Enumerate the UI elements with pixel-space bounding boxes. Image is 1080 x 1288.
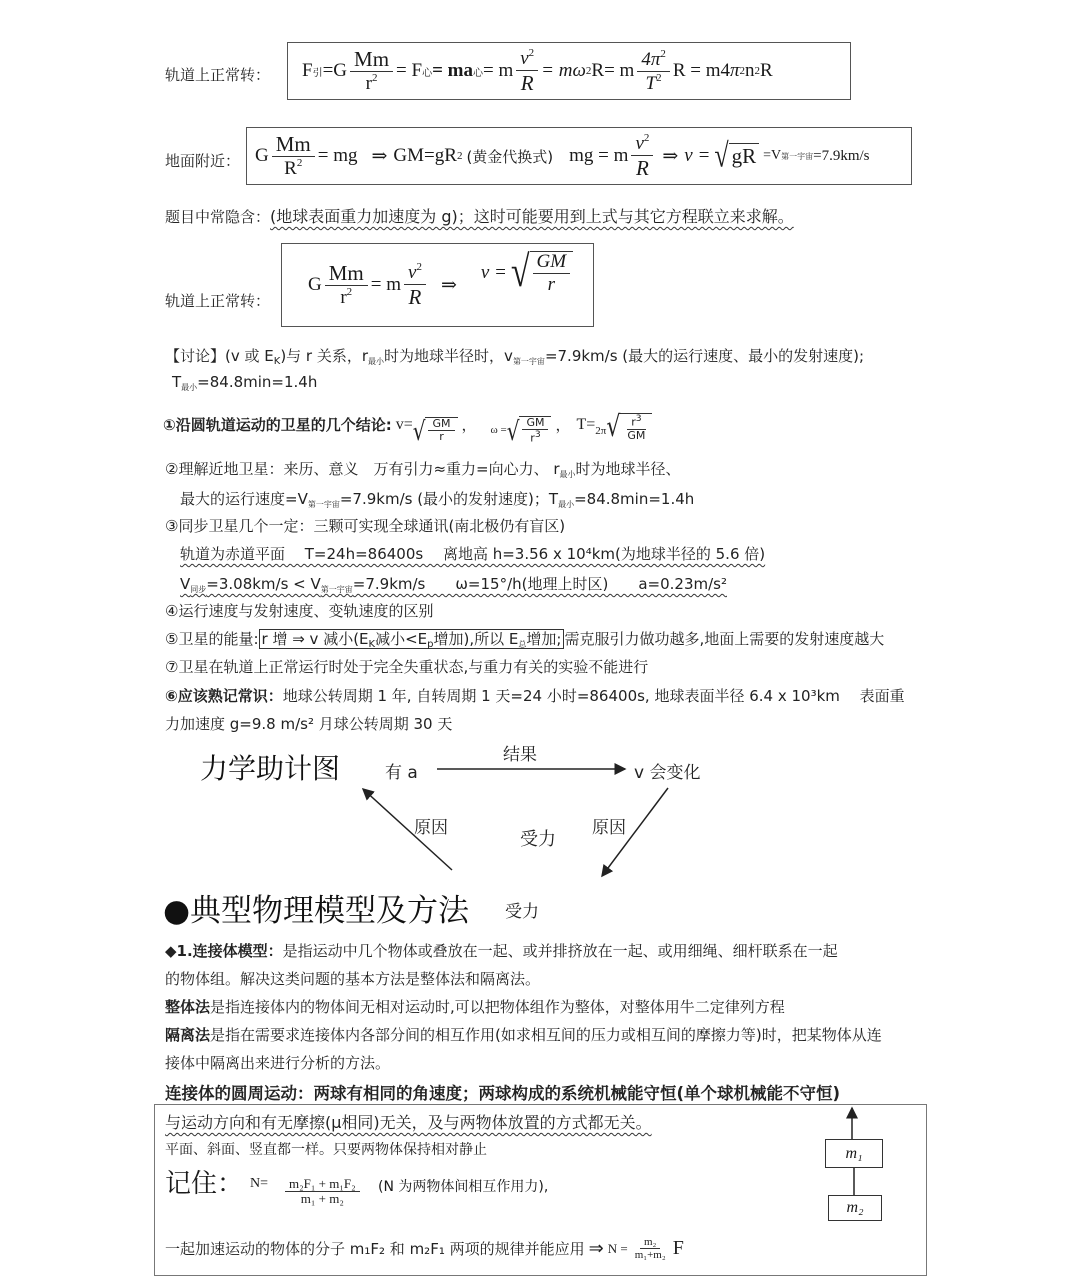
item-3-line-2: 轨道为赤道平面 T=24h=86400s 离地高 h=3.56 x 10⁴km(为地球半径的 5.6 倍) — [180, 545, 766, 563]
edge-cause-left-label: 原因 — [414, 818, 448, 838]
method-text: 是指连接体内的物体间无相对运动时,可以把物体组作为整体，对整体用牛二定律列方程 — [210, 998, 785, 1016]
item-text: =7.9km/s ω=15°/h(地理上时区) a=0.23m/s² — [352, 575, 727, 593]
orbit-label-1: 轨道上正常转： — [165, 66, 271, 84]
denominator: R — [635, 155, 649, 180]
model-text: 是指运动中几个物体或叠放在一起、或并排挤放在一起、或用细绳、细杆联系在一起 — [282, 942, 838, 960]
item-text: 最大的运行速度=V — [180, 490, 308, 508]
box-line-1: 与运动方向和有无摩擦(μ相同)无关，及与两物体放置的方式都无关。 — [165, 1113, 652, 1132]
formula-sub: 最小 — [558, 500, 575, 509]
denominator: m₁+m₂ — [634, 1249, 666, 1262]
formula-sub: 第一宇宙 — [307, 500, 340, 509]
square-root: √ $\frac{GM}{r}$ — [413, 417, 458, 444]
formula-text: = m — [370, 274, 401, 295]
separator: ， — [461, 416, 477, 435]
method-text: 是指在需要求连接体内各部分间的相互作用(如求相互间的压力或相互间的摩擦力等)时，把某物体从连 — [210, 1026, 882, 1044]
numerator: v — [635, 132, 644, 154]
item-6-line-2: 力加速度 g=9.8 m/s² 月球公转周期 30 天 — [165, 715, 453, 733]
formula-sub: K — [368, 639, 376, 650]
item-text: =3.08km/s < V — [206, 575, 321, 593]
numerator: v — [520, 47, 529, 69]
diagram-title: 力学助计图 — [200, 752, 341, 785]
exponent: 2 — [585, 65, 592, 77]
formula-text: =G — [322, 60, 348, 81]
formula-sub: 引 — [312, 67, 323, 79]
model-1-line-2: 的物体组。解决这类问题的基本方法是整体法和隔离法。 — [165, 970, 541, 988]
box-line-2: 平面、斜面、竖直都一样。只要两物体保持相对静止 — [165, 1142, 487, 1158]
isolation-method-line-2: 接体中隔离出来进行分析的方法。 — [165, 1054, 391, 1072]
formula-text: = m — [482, 60, 514, 81]
exponent: 2 — [643, 131, 650, 144]
item-text: =7.9km/s (最小的发射速度)；T — [339, 490, 559, 508]
formula-text: R — [760, 60, 773, 81]
box-text: 一起加速运动的物体的分子 m₁F₂ 和 m₂F₁ 两项的规律并能应用 — [165, 1240, 585, 1259]
formula-sub: 同步 — [190, 585, 207, 594]
formula-text: F — [302, 60, 313, 81]
exponent: 2 — [754, 65, 761, 77]
denominator: r — [547, 273, 556, 295]
formula-text: R= m — [591, 60, 635, 81]
numerator: Mm — [350, 48, 393, 72]
formula-text: N = — [607, 1240, 628, 1256]
item-text: 增加),所以 E — [433, 630, 519, 648]
denominator: r — [340, 286, 347, 308]
numerator: m₂F₁ + m₁F₂ — [285, 1177, 360, 1192]
denominator: GM — [627, 428, 646, 442]
force-label-bottom: 受力 — [505, 902, 539, 922]
edge-result-label: 结果 — [503, 745, 537, 765]
formula-text: R = m4 — [672, 60, 731, 81]
item-heading: ⑥应该熟记常识： — [165, 687, 283, 705]
numerator: m₂ — [640, 1236, 660, 1249]
exponent: 2 — [456, 150, 463, 162]
formula-sub: 心 — [472, 67, 483, 79]
formula-text: F — [672, 1237, 684, 1260]
formula-sub: 最小 — [181, 383, 198, 392]
denominator: R — [284, 157, 297, 179]
item-text: ②理解近地卫星：来历、意义 万有引力≈重力=向心力、 r — [165, 460, 560, 478]
formula-text: G — [308, 274, 322, 295]
method-heading: 隔离法 — [165, 1026, 211, 1044]
denominator: r — [365, 72, 372, 94]
implies-arrow-icon: ⇒ — [662, 145, 679, 167]
formula-sub: p — [427, 639, 434, 650]
denominator: R — [408, 284, 422, 309]
denominator: r — [530, 431, 535, 445]
item-7: ⑦卫星在轨道上正常运行时处于完全失重状态,与重力有关的实验不能进行 — [165, 658, 649, 676]
separator: ， — [555, 416, 571, 435]
item-text: =84.8min=1.4h — [574, 490, 695, 508]
square-root: √ $\frac{GM}{r^3}$ — [507, 416, 552, 445]
discussion-text: 【讨论】(v 或 E — [165, 347, 274, 365]
models-heading: ●典型物理模型及方法 — [163, 893, 470, 929]
item-text: 需克服引力做功越多,地面上需要的发射速度越大 — [564, 630, 885, 648]
denominator: r — [439, 430, 444, 444]
orbit-label-2: 轨道上正常转： — [165, 292, 271, 310]
exponent: 3 — [635, 413, 642, 424]
force-center-label: 受力 — [520, 829, 556, 850]
formula-text: G — [255, 145, 269, 166]
denominator: m₁ + m₂ — [300, 1191, 344, 1207]
item-text: 减小<E — [375, 630, 428, 648]
implies-arrow-icon: ⇒ — [588, 1238, 604, 1260]
formula-text: = mω — [541, 60, 586, 81]
hint-label: 题目中常隐含： — [165, 208, 271, 226]
numerator: Mm — [325, 262, 368, 286]
item-4: ④运行速度与发射速度、变轨速度的区别 — [165, 602, 434, 620]
numerator: v — [408, 261, 417, 283]
item-text: ⑤卫星的能量: — [165, 630, 259, 648]
exponent: 2 — [296, 156, 303, 169]
mass-block-1: m₁ — [825, 1139, 883, 1168]
formula-text: π — [730, 60, 740, 81]
formula-text: v = — [480, 261, 507, 283]
numerator: GM — [428, 418, 454, 431]
mass-block-2: m₂ — [828, 1195, 882, 1221]
formula-sub: 最小 — [559, 470, 576, 479]
formula-note: (黄金代换式) — [466, 147, 554, 166]
conclusion-label: ①沿圆轨道运动的卫星的几个结论: — [163, 416, 392, 435]
item-3: ③同步卫星几个一定：三颗可实现全球通讯(南北极仍有盲区) — [165, 517, 566, 535]
edge-cause-right-label: 原因 — [592, 818, 626, 838]
denominator: R — [520, 70, 534, 95]
formula-sub: K — [273, 356, 281, 367]
formula-text: n — [745, 60, 755, 81]
numerator: GM — [533, 252, 571, 274]
exponent: 2 — [660, 47, 666, 60]
discussion-text: =7.9km/s (最大的运行速度、最小的发射速度); — [544, 347, 865, 365]
numerator: Mm — [272, 133, 315, 157]
numerator: GM — [522, 417, 548, 430]
item-text: 增加; — [526, 630, 562, 648]
sqrt-argument: gR — [729, 143, 760, 169]
item-text: 地球公转周期 1 年, 自转周期 1 天=24 小时=86400s, 地球表面半径 6.4 x 10³km 表面重 — [282, 687, 905, 705]
formula-text: = mg — [317, 145, 358, 166]
implies-arrow-icon: ⇒ — [371, 145, 388, 167]
exponent: 2 — [416, 260, 422, 273]
hint-text: (地球表面重力加速度为 g)；这时可能要用到上式与其它方程联立来求解。 — [270, 207, 794, 226]
formula-text: mg = m — [569, 145, 629, 166]
item-text: 时为地球半径、 — [575, 460, 681, 478]
formula-text: 2π — [595, 424, 607, 437]
item-text: V — [180, 575, 191, 593]
square-root: √ $\frac{GM}{r}$ — [511, 251, 573, 296]
discussion-text: =84.8min=1.4h — [197, 373, 318, 391]
formula-text: v = — [684, 145, 711, 166]
formula-sub: 第一宇宙 — [512, 357, 545, 366]
method-heading: 整体法 — [165, 998, 211, 1016]
discussion-text: 时为地球半径时，v — [384, 347, 513, 365]
exponent: 3 — [534, 429, 541, 441]
formula-sub: 最小 — [368, 357, 385, 366]
square-root: √ $\frac{r^3}{GM}$ — [606, 413, 652, 442]
surface-label: 地面附近： — [165, 152, 241, 170]
discussion-text: )与 r 关系，r — [280, 347, 369, 365]
remember-label: 记住： — [165, 1169, 244, 1199]
square-root: √ gR — [714, 143, 759, 169]
formula-text: =V — [763, 148, 782, 163]
formula-sub: 总 — [518, 640, 527, 649]
formula-sub: 第一宇宙 — [781, 151, 814, 161]
N-note: (N 为两物体间相互作用力), — [378, 1179, 549, 1195]
formula-text: = F — [396, 60, 423, 81]
exponent: 2 — [739, 65, 746, 77]
formula-text: = ma — [432, 60, 473, 81]
model-heading: ◆1.连接体模型： — [165, 942, 283, 960]
numerator: r — [631, 415, 636, 429]
formula-sub: 第一宇宙 — [320, 585, 353, 594]
numerator: 4π — [641, 48, 661, 70]
formula-sub: 心 — [422, 67, 433, 79]
exponent: 2 — [371, 71, 378, 84]
discussion-text: T — [172, 373, 182, 391]
formula-text: GM=gR — [393, 145, 457, 166]
node-acceleration: 有 a — [385, 763, 418, 783]
N-equals: N= — [250, 1176, 269, 1191]
formula-text: v= — [395, 415, 413, 433]
formula-text: T= — [576, 415, 596, 433]
item-text: r 增 ⇒ v 减小(E — [261, 630, 369, 648]
exponent: 2 — [656, 71, 662, 84]
circular-motion-note: 连接体的圆周运动：两球有相同的角速度；两球构成的系统机械能守恒(单个球机械能不守恒) — [165, 1084, 841, 1103]
formula-text: =7.9km/s — [813, 147, 870, 164]
denominator: T — [645, 72, 657, 94]
exponent: 2 — [346, 285, 353, 298]
exponent: 2 — [528, 46, 535, 59]
node-velocity-change: v 会变化 — [634, 763, 701, 783]
formula-text: ω = — [490, 423, 507, 436]
implies-arrow-icon: ⇒ — [440, 274, 457, 296]
